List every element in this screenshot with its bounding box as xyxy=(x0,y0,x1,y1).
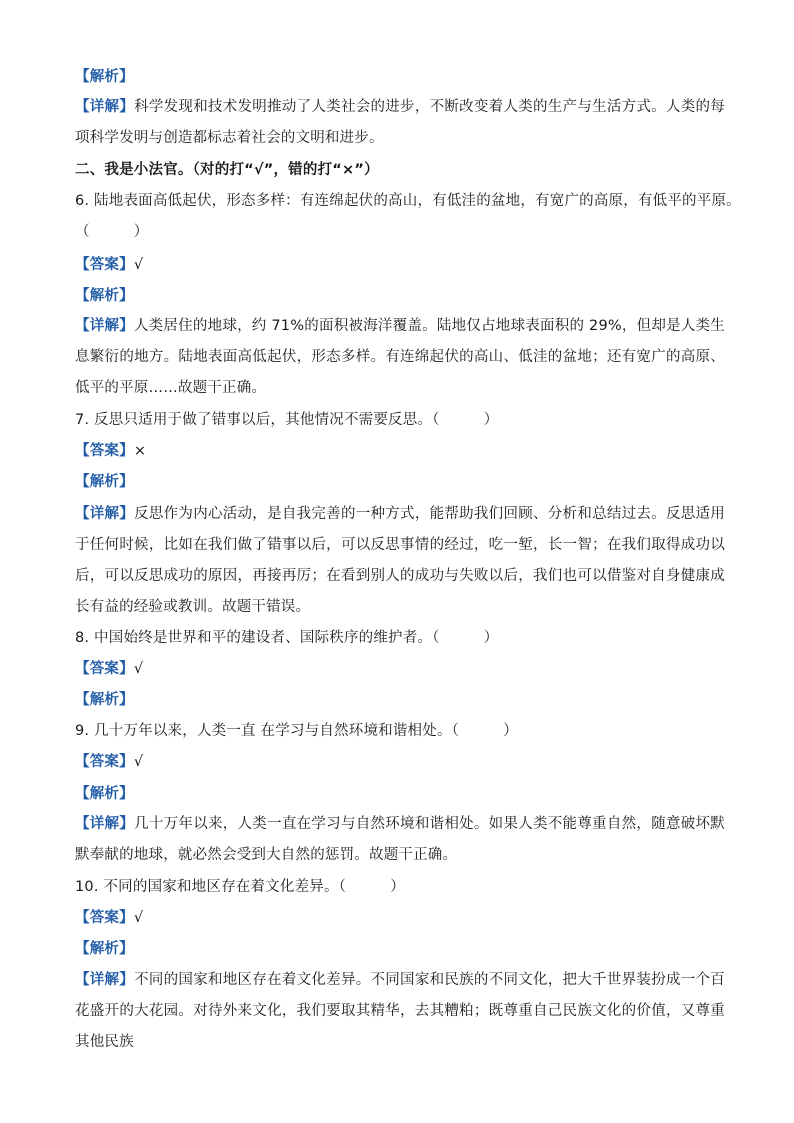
question-6: 6. 陆地表面高低起伏，形态多样：有连绵起伏的高山，有低洼的盆地，有宽广的高原，有低平的平原。 xyxy=(75,193,741,209)
answer-label: 【答案】√ xyxy=(75,910,144,926)
analysis-label: 【解析】 xyxy=(75,692,134,708)
answer-label: 【答案】√ xyxy=(75,257,144,273)
analysis-label: 【解析】 xyxy=(75,69,134,85)
question-8: 8. 中国始终是世界和平的建设者、国际秩序的维护者。（ ） xyxy=(75,630,499,646)
answer-label: 【答案】√ xyxy=(75,754,144,770)
explanation-paragraph: 【详解】反思作为内心活动，是自我完善的一种方式，能帮助我们回顾、分析和总结过去。反思适用于任何时候，比如在我们做了错事以后，可以反思事情的经过，吃一堑，长一智；在我们取得成功以后，可以反思成功的原因，再接再厉；在看到别人的成功与失败以后，我们也可以借鉴对自身健康成长有益的经验或教训。故题干错误。 xyxy=(75,506,725,615)
explanation-paragraph: 【详解】科学发现和技术发明推动了人类社会的进步，不断改变着人类的生产与生活方式。人类的每项科学发明与创造都标志着社会的文明和进步。 xyxy=(75,99,725,146)
analysis-label: 【解析】 xyxy=(75,288,134,304)
explanation-paragraph: 【详解】几十万年以来，人类一直在学习与自然环境和谐相处。如果人类不能尊重自然，随意破坏默默奉献的地球，就必然会受到大自然的惩罚。故题干正确。 xyxy=(75,816,725,863)
question-6-blank: （ ） xyxy=(75,224,149,240)
section-heading: 二、我是小法官。（对的打“√”，错的打“×”） xyxy=(75,162,379,178)
analysis-label: 【解析】 xyxy=(75,474,134,490)
analysis-label: 【解析】 xyxy=(75,941,134,957)
explanation-paragraph: 【详解】不同的国家和地区存在着文化差异。不同国家和民族的不同文化，把大千世界装扮成一个百花盛开的大花园。对待外来文化，我们要取其精华，去其糟粕；既尊重自己民族文化的价值，又尊重其他民族 xyxy=(75,972,725,1050)
question-7: 7. 反思只适用于做了错事以后，其他情况不需要反思。（ ） xyxy=(75,412,499,428)
answer-label: 【答案】√ xyxy=(75,661,144,677)
answer-label: 【答案】× xyxy=(75,443,147,459)
analysis-label: 【解析】 xyxy=(75,786,134,802)
question-10: 10. 不同的国家和地区存在着文化差异。（ ） xyxy=(75,879,405,895)
explanation-paragraph: 【详解】人类居住的地球，约 71%的面积被海洋覆盖。陆地仅占地球表面积的 29%，但却是人类生息繁衍的地方。陆地表面高低起伏，形态多样。有连绵起伏的高山、低洼的盆地；还有宽广的高原、低平的平原……故题干正确。 xyxy=(75,318,725,396)
question-9: 9. 几十万年以来，人类一直 在学习与自然环境和谐相处。（ ） xyxy=(75,723,518,739)
